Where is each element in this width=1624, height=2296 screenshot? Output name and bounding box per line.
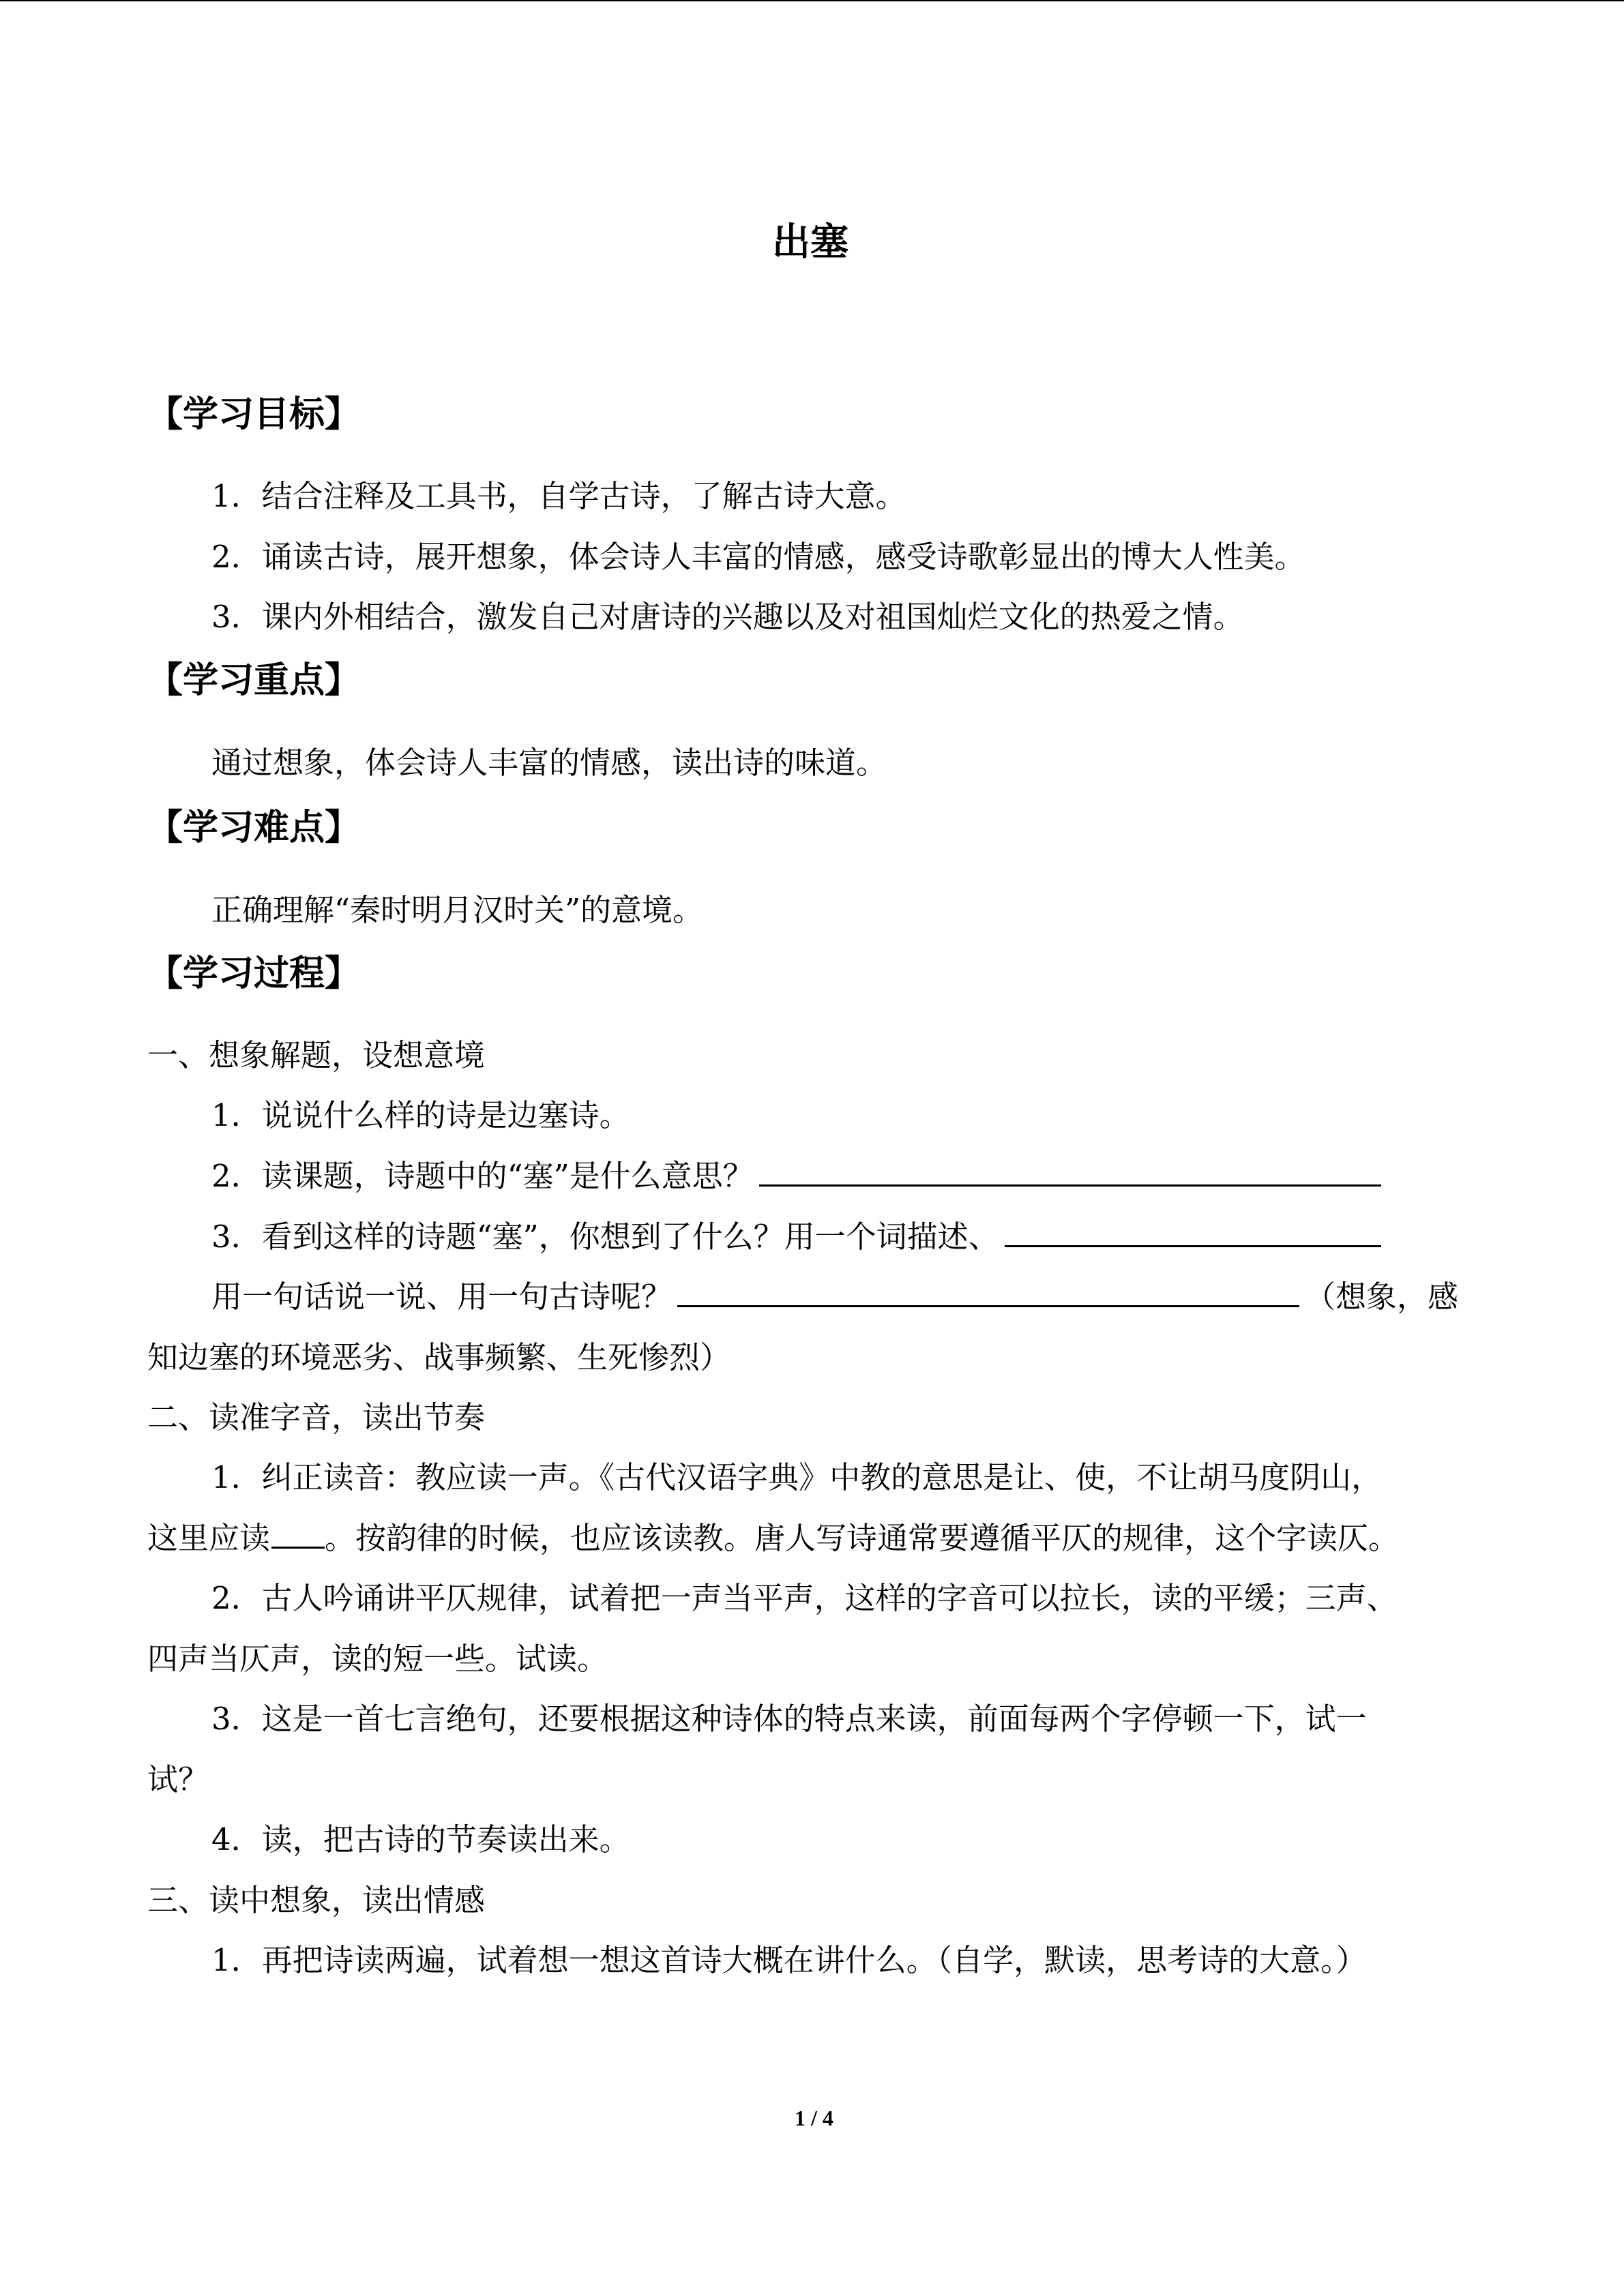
goal-item: 3．课内外相结合，激发自己对唐诗的兴趣以及对祖国灿烂文化的热爱之情。 [211, 599, 1244, 635]
part1-q3b [211, 1279, 1459, 1315]
page-number: 1 / 4 [795, 2106, 833, 2130]
part2-q1b [147, 1520, 1400, 1556]
part2-q2a: 2．古人吟诵讲平仄规律，试着把一声当平声，这样的字音可以拉长，读的平缓；三声、 [211, 1580, 1398, 1616]
part1-q2-text: 2．读课题，诗题中的“塞”是什么意思？ [211, 1158, 754, 1194]
part1-q2 [211, 1158, 1381, 1194]
goal-item: 1．结合注释及工具书，自学古诗，了解古诗大意。 [211, 478, 906, 514]
part2-title: 二、读准字音，读出节奏 [147, 1399, 486, 1435]
part1-q3 [211, 1219, 1381, 1255]
focus-text: 通过想象，体会诗人丰富的情感，读出诗的味道。 [211, 745, 887, 781]
part1-q3b-text: 用一句话说一说、用一句古诗呢？ [211, 1279, 673, 1315]
answer-blank[interactable] [1005, 1245, 1381, 1247]
part1-q1: 1．说说什么样的诗是边塞诗。 [211, 1097, 630, 1133]
answer-blank[interactable] [759, 1184, 1381, 1187]
goals-heading: 【学习目标】 [147, 394, 361, 435]
part2-q3b: 试？ [147, 1761, 209, 1798]
part3-title: 三、读中想象，读出情感 [147, 1882, 486, 1918]
part1-q3c: 知边塞的环境恶劣、战事频繁、生死惨烈） [147, 1339, 731, 1375]
part3-q1: 1．再把诗读两遍，试着想一想这首诗大概在讲什么。（自学，默读，思考诗的大意。） [211, 1942, 1367, 1978]
part1-q3-text: 3．看到这样的诗题“塞”，你想到了什么？用一个词描述、 [211, 1219, 999, 1255]
part2-q2b: 四声当仄声，读的短一些。试读。 [147, 1641, 608, 1677]
part2-q3a: 3．这是一首七言绝句，还要根据这种诗体的特点来读，前面每两个字停顿一下，试一 [211, 1701, 1367, 1737]
difficulty-text: 正确理解“秦时明月汉时关”的意境。 [211, 892, 704, 928]
part2-q1b-text: 这里应读 [147, 1520, 271, 1556]
difficulty-heading: 【学习难点】 [147, 807, 361, 848]
goal-item: 2．诵读古诗，展开想象，体会诗人丰富的情感，感受诗歌彰显出的博大人性美。 [211, 539, 1305, 575]
answer-blank[interactable] [271, 1547, 325, 1549]
process-heading: 【学习过程】 [147, 953, 361, 994]
part1-title: 一、想象解题，设想意境 [147, 1037, 486, 1073]
part2-q1a: 1．纠正读音：教应读一声。《古代汉语字典》中教的意思是让、使，不让胡马度阴山， [211, 1459, 1383, 1495]
part2-q4: 4．读，把古诗的节奏读出来。 [211, 1821, 630, 1858]
focus-heading: 【学习重点】 [147, 660, 361, 701]
page-title: 出塞 [772, 220, 848, 265]
part2-q1b-tail: 。按韵律的时候，也应该读教。唐人写诗通常要遵循平仄的规律，这个字读仄。 [325, 1520, 1400, 1556]
part1-q3b-tail: （想象，感 [1305, 1279, 1459, 1315]
answer-blank[interactable] [677, 1305, 1299, 1307]
